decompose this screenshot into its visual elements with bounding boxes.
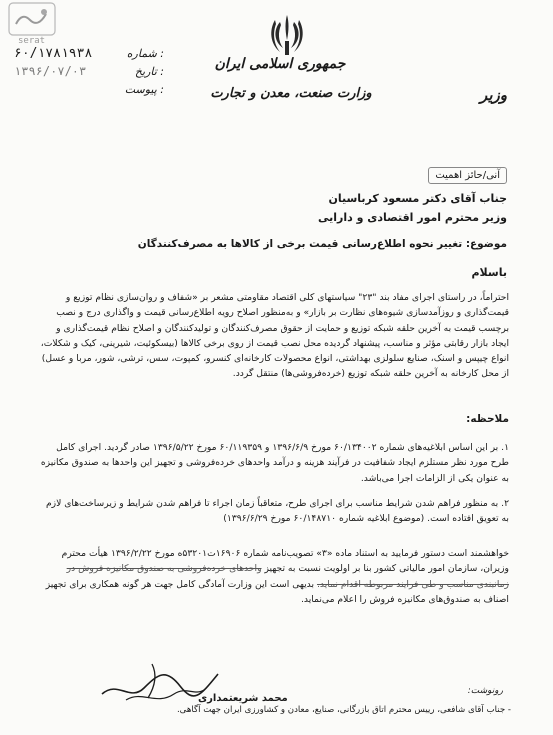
ministry-name: وزارت صنعت، معدن و تجارت	[210, 86, 372, 101]
note-item-2: ۲. به منظور فراهم شدن شرایط مناسب برای اجرای طرح، متعاقباً زمان اجراء تا فراهم شدن شرایط و زیرساخت‌های لازم به تعویق افتاده است. (موضوع ابلاغیه شماره ۶۰/۱۴۸۷۱۰ مورخ ۱۳۹۶/۶/۲۹)	[45, 498, 509, 525]
closing-paragraph	[39, 546, 509, 608]
letter-date: ۱۳۹۶/۰۷/۰۳	[14, 64, 87, 78]
addressee-name: جناب آقای دکتر مسعود کرباسیان	[328, 192, 507, 205]
meta-attachment-row	[14, 80, 164, 98]
body-paragraph: احتراماً، در راستای اجرای مفاد بند "۲۳" سیاستهای کلی اقتصاد مقاومتی مشعر بر «شفاف و روان‌سازی نظام توزیع و قیمت‌گذاری و روزآمدسازی شیوه‌های نظارت بر بازار» و به‌منظور اصلاح رویه اطلاع‌رسانی قیمت و واگذاری درج و نصب برچسب قیمت به آخرین حلقه شبکه توزیع و حمایت از حقوق مصرف‌کنندگان و تولیدکنندگان و اصلاح نظام قیمت‌گذاری و ایجاد بازار رقابتی مؤثر و مناسب، پیشنهاد گردیده محل نصب قیمت از روی برخی کالاها (بیسکوئیت، شیرینی، کیک و شکلات، انواع چیپس و اسنک، صنایع سلولزی بهداشتی، انواع محصولات کارخانه‌ای کنسرو، کمپوت، سس، ترشی، شور، مربا و عسل) از محل کارخانه به آخرین حلقه شبکه توزیع (خرده‌فروشی‌ها) منتقل گردد.	[40, 292, 509, 380]
closing-line-3: بدیهی است این وزارت آمادگی کامل جهت هر گونه همکاری برای تجهیز اصناف به صندوق‌های مکانیزه فروش را اعلام می‌نماید.	[45, 578, 509, 606]
number-label: شماره :	[126, 46, 164, 60]
meta-number-row	[14, 44, 164, 62]
attachment-label: پیوست :	[124, 82, 164, 96]
minister-title: وزیر	[480, 86, 507, 104]
watermark-logo	[8, 2, 56, 36]
notes-heading: ملاحظه:	[466, 413, 509, 425]
date-label: تاریخ :	[134, 64, 164, 78]
cc-heading: رونوشت:	[467, 686, 503, 696]
greeting: باسلام	[471, 266, 507, 279]
meta-date-row	[14, 62, 164, 80]
closing-line-1: خواهشمند است دستور فرمایید به استناد ماده «۳» تصویب‌نامه شماره ۱۶۹۰۶ت۵۳۲۰۱ه مورخ ۱۳۹۶/۲/۲۲ هیأت محترم وزیران، سازمان امور مالیاتی کشور بنا بر اولویت نسبت به تجهیز	[61, 548, 509, 575]
letter-number: ۶۰/۱۷۸۱۹۳۸	[14, 45, 93, 61]
iran-emblem-icon	[268, 12, 306, 60]
urgency-badge: آنی/حائز اهمیت	[428, 167, 507, 184]
government-title: جمهوری اسلامی ایران	[214, 56, 346, 72]
signer-name: محمد شریعتمداری	[198, 693, 288, 704]
addressee-title: وزیر محترم امور اقتصادی و دارایی	[317, 211, 507, 224]
letter-meta	[14, 44, 164, 98]
note-item-1: ۱. بر این اساس ابلاغیه‌های شماره ۶۰/۱۳۴۰۰۲ مورخ ۱۳۹۶/۶/۹ و ۶۰/۱۱۹۳۵۹ مورخ ۱۳۹۶/۵/۲۲ صادر گردید. اجرای کامل طرح مورد نظر مستلزم ایجاد شفافیت در فرآیند هزینه و درآمد واحدهای خرده‌فروشی و تجهیز این واحدها به صندوق مکانیزه به عنوان یکی از الزامات اجرا می‌باشد.	[40, 442, 509, 484]
watermark-text: serat	[18, 36, 46, 46]
letter-subject: موضوع: تغییر نحوه اطلاع‌رسانی قیمت برخی از کالاها به مصرف‌کنندگان	[137, 238, 507, 250]
cc-recipient: - جناب آقای شافعی، رییس محترم اتاق بازرگانی، صنایع، معادن و کشاورزی ایران جهت آگاهی.	[176, 705, 511, 715]
closing-line-struck: واحدهای خرده‌فروشی به صندوق مکانیزه فروش در زمانبندی مناسب و طی فرایند مربوطه اقدام نماید.	[66, 563, 509, 590]
